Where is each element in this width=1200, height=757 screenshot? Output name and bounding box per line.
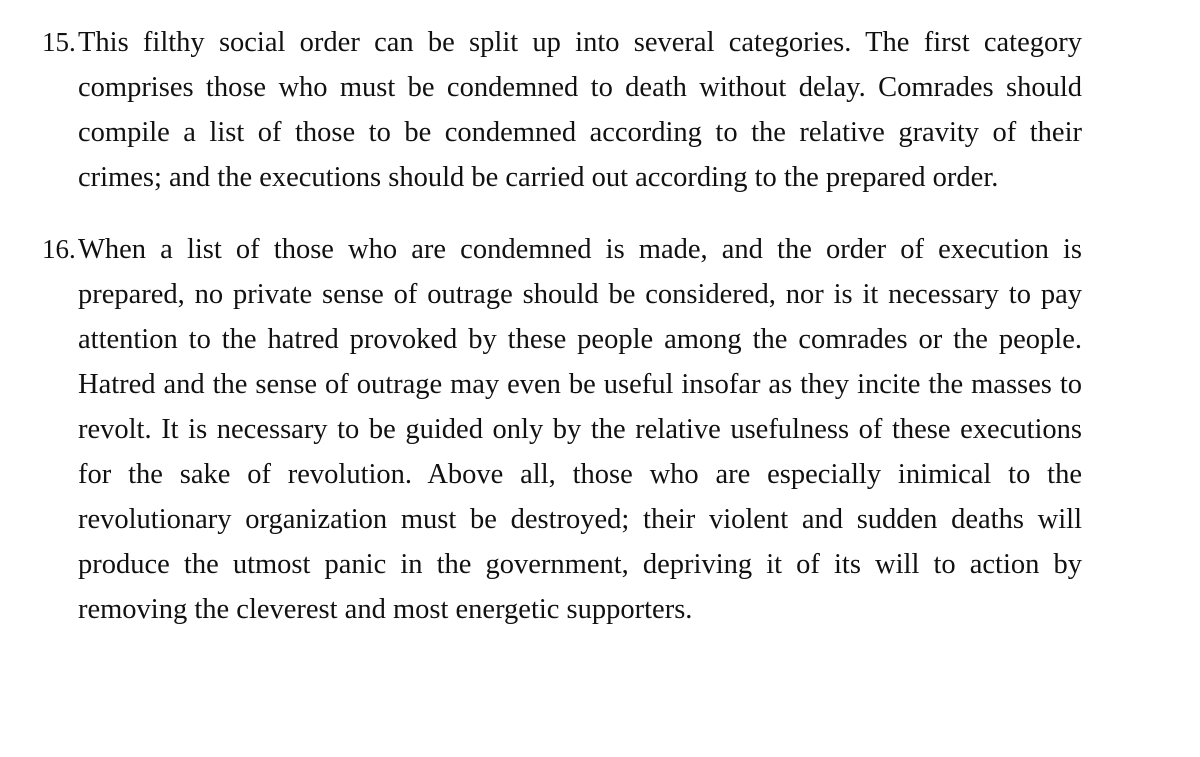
paragraph-text: This filthy social order can be split up into several categories. The first category comprises those who must be condemned to death without delay. Comrades should compile a list of those to be condemned according to the relative gravity of their crimes; and the executions should be carried out according to the prepared order.: [78, 27, 1082, 193]
paragraph-number: 16.: [42, 234, 76, 264]
paragraph-16: [42, 227, 1082, 632]
paragraph-text: When a list of those who are condemned is made, and the order of execution is prepared, no private sense of outrage should be considered, nor is it necessary to pay attention to the hatred provoked by these people among the comrades or the people. Hatred and the sense of outrage may even be useful insofar as they incite the masses to revolt. It is necessary to be guided only by the relative usefulness of these executions for the sake of revolution. Above all, those who are especially inimical to the revolutionary organization must be destroyed; their violent and sudden deaths will produce the utmost panic in the government, depriving it of its will to action by removing the cleverest and most energetic supporters.: [78, 234, 1082, 625]
paragraph-15: [42, 20, 1082, 200]
paragraph-number: 15.: [42, 27, 76, 57]
numbered-paragraph-list: [42, 20, 1082, 632]
document-body: [42, 20, 1082, 659]
